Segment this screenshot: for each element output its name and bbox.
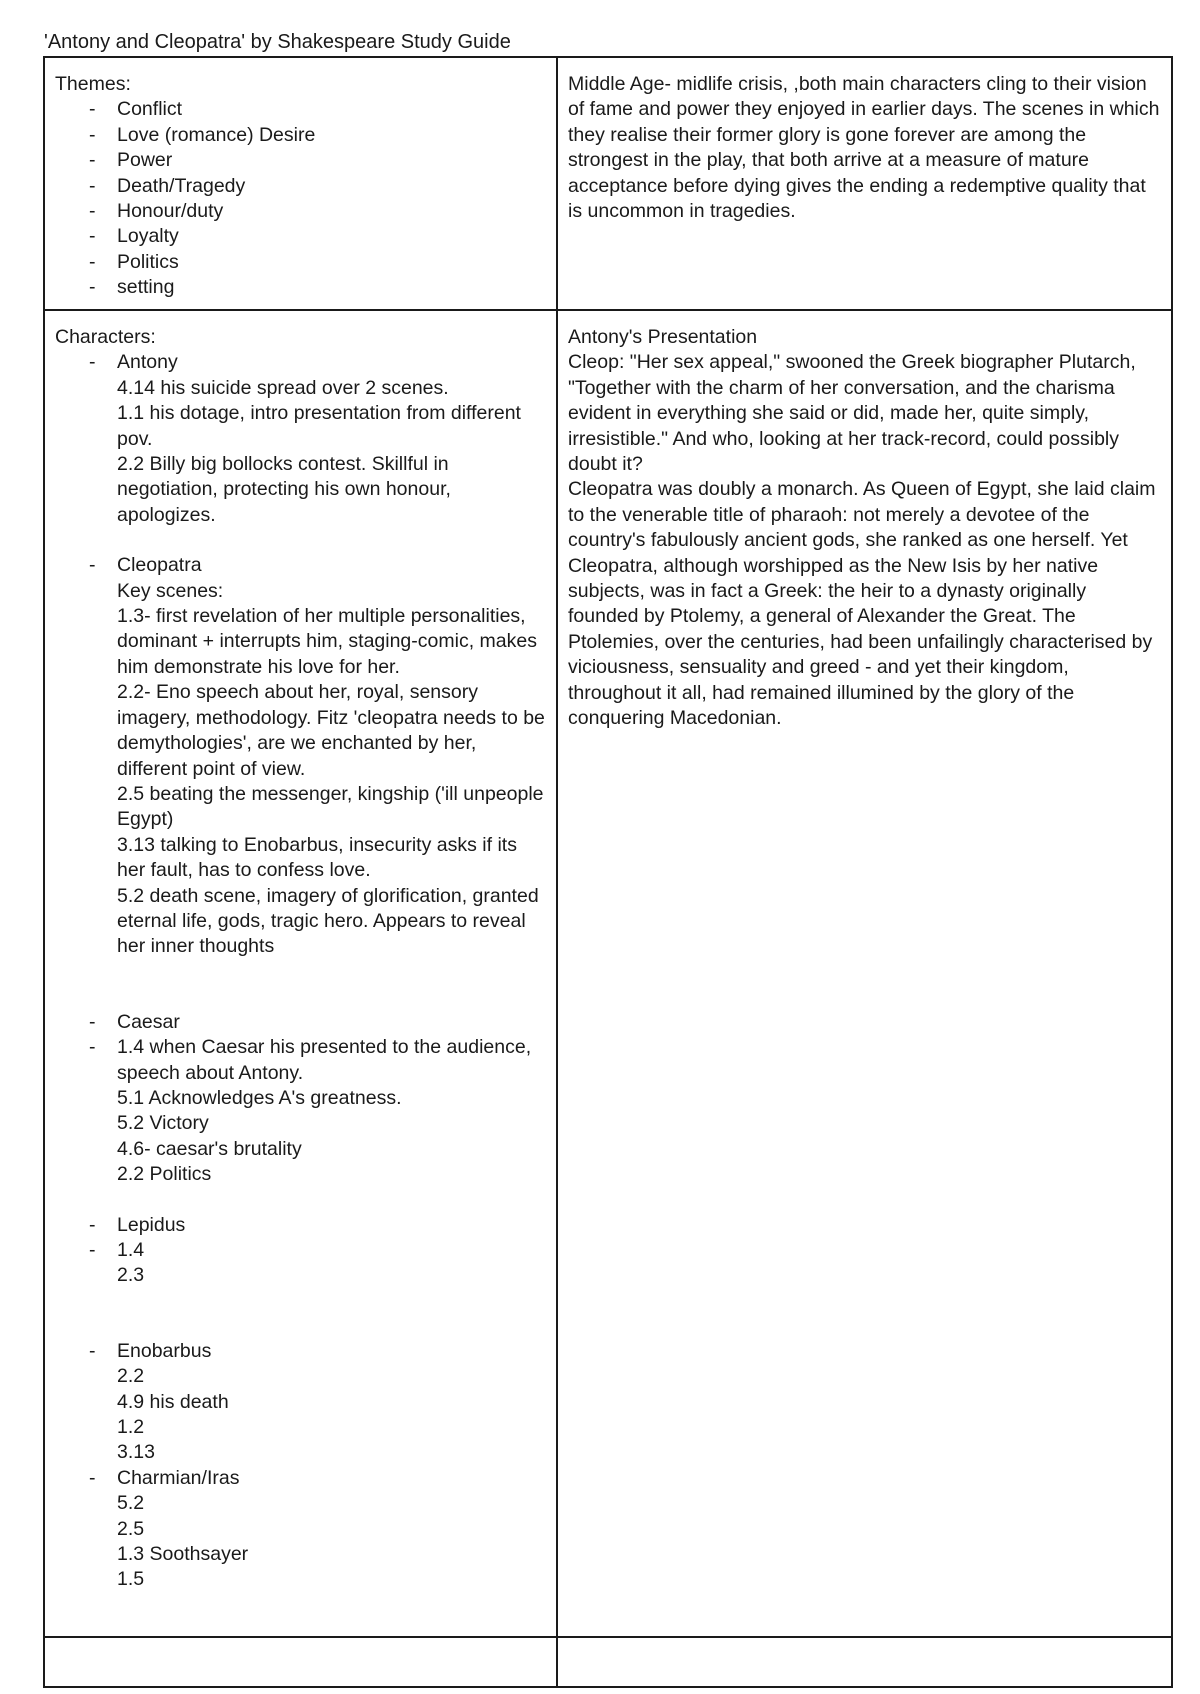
study-guide-table <box>43 56 1173 1688</box>
empty-cell <box>44 1637 557 1687</box>
list-item: - Love (romance) Desire <box>55 123 546 148</box>
caesar-note: - 1.4 when Caesar his presented to the audience, speech about Antony. <box>55 1035 546 1086</box>
list-item: - Death/Tragedy <box>55 174 546 199</box>
spacer <box>55 1188 546 1213</box>
spacer <box>55 528 546 553</box>
enobarbus-note: 4.9 his death <box>117 1390 229 1413</box>
charmian-list <box>55 1466 546 1491</box>
characters-heading: Characters: <box>55 326 156 348</box>
antony-note: 1.1 his dotage, intro presentation from different pov. <box>117 402 521 450</box>
antony-note: 2.2 Billy big bollocks contest. Skillful in negotiation, protecting his own honour, apologizes. <box>117 453 451 526</box>
presentation-paragraph: Cleop: "Her sex appeal," swooned the Greek biographer Plutarch, "Together with the charm of her conversation, and the charisma evident in everything she said or did, made her, quite simply, irresistible." And who, looking at her track-record, could possibly doubt it? <box>568 351 1136 476</box>
enobarbus-note: 2.2 <box>117 1365 145 1388</box>
lepidus-note: - 1.4 <box>55 1238 546 1263</box>
caesar-note: 5.2 Victory <box>117 1112 209 1135</box>
lepidus-note: 2.3 <box>117 1264 145 1287</box>
enobarbus-note: 3.13 <box>117 1441 155 1464</box>
character-charmian-iras: - Charmian/Iras <box>55 1466 546 1491</box>
enobarbus-note: 1.2 <box>117 1416 145 1439</box>
list-item: - Conflict <box>55 97 546 122</box>
cleopatra-note: 2.2- Eno speech about her, royal, sensory imagery, methodology. Fitz 'cleopatra needs to be demythologies', are we enchanted by her, different point of view. <box>117 681 545 780</box>
caesar-note: 4.6- caesar's brutality <box>117 1137 302 1160</box>
charmian-note: 1.5 <box>117 1568 145 1591</box>
themes-cell <box>44 57 557 310</box>
cleopatra-list <box>55 553 546 578</box>
presentation-cell <box>557 310 1172 1637</box>
table-row <box>44 57 1172 310</box>
cleopatra-note: 1.3- first revelation of her multiple personalities, dominant + interrupts him, staging-comic, makes him demonstrate his love for her. <box>117 605 537 678</box>
character-caesar: - Caesar <box>55 1010 546 1035</box>
charmian-note: 5.2 <box>117 1492 145 1515</box>
caesar-list <box>55 1010 546 1086</box>
antony-list <box>55 350 546 375</box>
list-item: - Power <box>55 148 546 173</box>
charmian-note: 1.3 Soothsayer <box>117 1543 249 1566</box>
list-item: - setting <box>55 275 546 300</box>
character-antony: - Antony <box>55 350 546 375</box>
themes-heading: Themes: <box>55 73 131 95</box>
empty-cell <box>557 1637 1172 1687</box>
character-enobarbus: - Enobarbus <box>55 1339 546 1364</box>
table-row <box>44 310 1172 1637</box>
middle-age-cell <box>557 57 1172 310</box>
cleopatra-note: 5.2 death scene, imagery of glorification, granted eternal life, gods, tragic hero. Appears to reveal her inner thoughts <box>117 884 539 958</box>
themes-list <box>55 97 546 300</box>
list-item: - Loyalty <box>55 224 546 249</box>
cleopatra-note: 3.13 talking to Enobarbus, insecurity asks if its her fault, has to confess love. <box>117 833 517 882</box>
caesar-note: 2.2 Politics <box>117 1163 212 1186</box>
spacer <box>55 960 546 1010</box>
lepidus-list <box>55 1213 546 1264</box>
spacer <box>55 1289 546 1339</box>
table-row <box>44 1637 1172 1687</box>
caesar-note: 5.1 Acknowledges A's greatness. <box>117 1086 402 1109</box>
middle-age-text: Middle Age- midlife crisis, ,both main characters cling to their vision of fame and power they enjoyed in earlier days. The scenes in which they realise their former glory is gone forever are among the strongest in the play, that both arrive at a measure of mature acceptance before dying gives the ending a redemptive quality that is uncommon in tragedies. <box>568 73 1160 223</box>
character-lepidus: - Lepidus <box>55 1213 546 1238</box>
antony-note: 4.14 his suicide spread over 2 scenes. <box>117 376 449 399</box>
characters-cell <box>44 310 557 1637</box>
cleopatra-note: 2.5 beating the messenger, kingship ('ill unpeople Egypt) <box>117 782 544 831</box>
charmian-note: 2.5 <box>117 1517 145 1540</box>
document-title: 'Antony and Cleopatra' by Shakespeare Study Guide <box>44 31 511 53</box>
presentation-heading: Antony's Presentation <box>568 326 758 348</box>
cleopatra-note: Key scenes: <box>117 579 224 602</box>
list-item: - Honour/duty <box>55 199 546 224</box>
presentation-paragraph: Cleopatra was doubly a monarch. As Queen of Egypt, she laid claim to the venerable title of pharaoh: not merely a devotee of the country's fabulously ancient gods, she ranked as one herself. Yet Cleopatra, although worshipped as the New Isis by her native subjects, was in fact a Greek: the heir to a dynasty originally founded by Ptolemy, a general of Alexander the Great. The Ptolemies, over the centuries, had been unfailingly characterised by viciousness, sensuality and greed - and yet their kingdom, throughout it all, had remained illumined by the glory of the conquering Macedonian. <box>568 478 1156 730</box>
list-item: - Politics <box>55 250 546 275</box>
enobarbus-list <box>55 1339 546 1364</box>
character-cleopatra: - Cleopatra <box>55 553 546 578</box>
